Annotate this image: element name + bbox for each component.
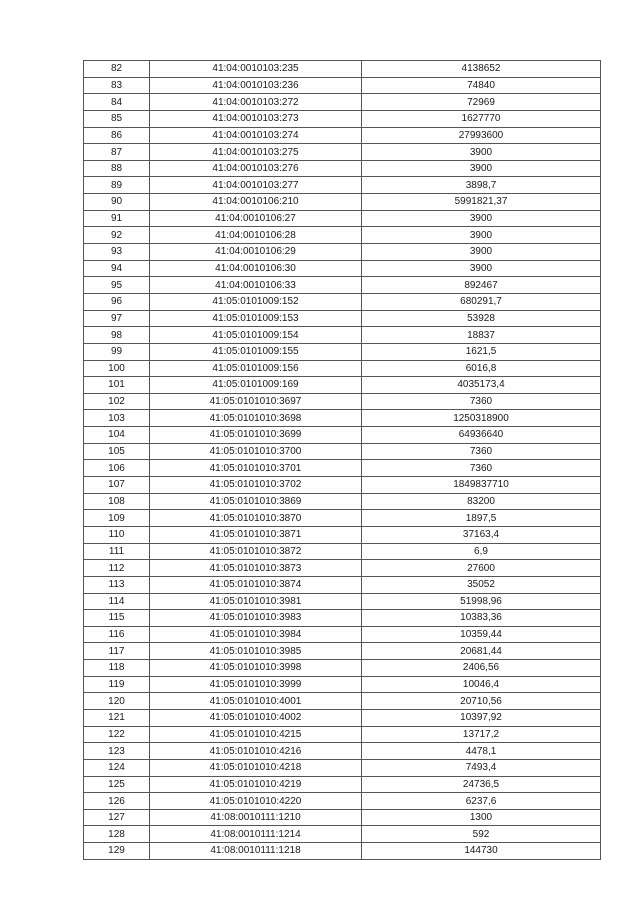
cadastral-value-table	[83, 60, 601, 860]
cadastral-number-cell: 41:04:0010103:276	[150, 160, 362, 177]
row-number-cell: 124	[84, 759, 150, 776]
table-row	[84, 77, 601, 94]
row-number-cell: 108	[84, 493, 150, 510]
value-cell: 27600	[362, 560, 601, 577]
table-row	[84, 160, 601, 177]
row-number-cell: 93	[84, 244, 150, 261]
row-number-cell: 123	[84, 743, 150, 760]
value-cell: 592	[362, 826, 601, 843]
row-number-cell: 97	[84, 310, 150, 327]
row-number-cell: 111	[84, 543, 150, 560]
cadastral-number-cell: 41:05:0101010:3985	[150, 643, 362, 660]
cadastral-number-cell: 41:05:0101010:3699	[150, 427, 362, 444]
row-number-cell: 115	[84, 610, 150, 627]
table-row	[84, 360, 601, 377]
row-number-cell: 99	[84, 343, 150, 360]
cadastral-number-cell: 41:04:0010106:210	[150, 194, 362, 211]
row-number-cell: 122	[84, 726, 150, 743]
cadastral-number-cell: 41:05:0101010:3700	[150, 443, 362, 460]
row-number-cell: 125	[84, 776, 150, 793]
row-number-cell: 89	[84, 177, 150, 194]
row-number-cell: 109	[84, 510, 150, 527]
table-row	[84, 260, 601, 277]
cadastral-number-cell: 41:08:0010111:1218	[150, 843, 362, 860]
cadastral-number-cell: 41:05:0101010:4218	[150, 759, 362, 776]
value-cell: 892467	[362, 277, 601, 294]
table-row	[84, 61, 601, 78]
table-row	[84, 94, 601, 111]
table-row	[84, 177, 601, 194]
table-row	[84, 377, 601, 394]
value-cell: 680291,7	[362, 293, 601, 310]
table-row	[84, 510, 601, 527]
table-row	[84, 210, 601, 227]
value-cell: 7360	[362, 460, 601, 477]
table-row	[84, 660, 601, 677]
row-number-cell: 106	[84, 460, 150, 477]
cadastral-number-cell: 41:05:0101010:3697	[150, 393, 362, 410]
row-number-cell: 118	[84, 660, 150, 677]
value-cell: 2406,56	[362, 660, 601, 677]
value-cell: 35052	[362, 576, 601, 593]
table-row	[84, 593, 601, 610]
table-row	[84, 293, 601, 310]
cadastral-number-cell: 41:04:0010106:30	[150, 260, 362, 277]
row-number-cell: 126	[84, 793, 150, 810]
row-number-cell: 116	[84, 626, 150, 643]
cadastral-number-cell: 41:05:0101010:3983	[150, 610, 362, 627]
row-number-cell: 117	[84, 643, 150, 660]
row-number-cell: 105	[84, 443, 150, 460]
table-row	[84, 327, 601, 344]
table-row	[84, 610, 601, 627]
value-cell: 3900	[362, 160, 601, 177]
table-row	[84, 443, 601, 460]
value-cell: 18837	[362, 327, 601, 344]
cadastral-number-cell: 41:05:0101010:4220	[150, 793, 362, 810]
row-number-cell: 102	[84, 393, 150, 410]
table-row	[84, 843, 601, 860]
value-cell: 53928	[362, 310, 601, 327]
table-row	[84, 144, 601, 161]
row-number-cell: 112	[84, 560, 150, 577]
table-row	[84, 127, 601, 144]
row-number-cell: 120	[84, 693, 150, 710]
row-number-cell: 127	[84, 809, 150, 826]
cadastral-number-cell: 41:05:0101009:153	[150, 310, 362, 327]
row-number-cell: 94	[84, 260, 150, 277]
cadastral-number-cell: 41:05:0101009:154	[150, 327, 362, 344]
cadastral-number-cell: 41:05:0101009:155	[150, 343, 362, 360]
value-cell: 7493,4	[362, 759, 601, 776]
value-cell: 10046,4	[362, 676, 601, 693]
value-cell: 10397,92	[362, 709, 601, 726]
cadastral-number-cell: 41:04:0010103:273	[150, 110, 362, 127]
value-cell: 1849837710	[362, 477, 601, 494]
value-cell: 74840	[362, 77, 601, 94]
value-cell: 1621,5	[362, 343, 601, 360]
cadastral-number-cell: 41:05:0101010:3872	[150, 543, 362, 560]
table-row	[84, 460, 601, 477]
cadastral-number-cell: 41:05:0101010:3999	[150, 676, 362, 693]
table-row	[84, 543, 601, 560]
table-row	[84, 676, 601, 693]
cadastral-number-cell: 41:04:0010106:33	[150, 277, 362, 294]
value-cell: 1250318900	[362, 410, 601, 427]
value-cell: 6,9	[362, 543, 601, 560]
value-cell: 10359,44	[362, 626, 601, 643]
cadastral-number-cell: 41:05:0101010:4219	[150, 776, 362, 793]
value-cell: 6237,6	[362, 793, 601, 810]
cadastral-number-cell: 41:04:0010106:27	[150, 210, 362, 227]
table-row	[84, 793, 601, 810]
row-number-cell: 101	[84, 377, 150, 394]
value-cell: 4138652	[362, 61, 601, 78]
value-cell: 3900	[362, 144, 601, 161]
value-cell: 5991821,37	[362, 194, 601, 211]
row-number-cell: 92	[84, 227, 150, 244]
row-number-cell: 84	[84, 94, 150, 111]
cadastral-number-cell: 41:05:0101010:3701	[150, 460, 362, 477]
value-cell: 37163,4	[362, 526, 601, 543]
cadastral-number-cell: 41:05:0101010:3874	[150, 576, 362, 593]
cadastral-number-cell: 41:05:0101009:169	[150, 377, 362, 394]
row-number-cell: 121	[84, 709, 150, 726]
table-row	[84, 759, 601, 776]
value-cell: 1627770	[362, 110, 601, 127]
cadastral-number-cell: 41:05:0101010:3871	[150, 526, 362, 543]
table-row	[84, 526, 601, 543]
table-row	[84, 576, 601, 593]
value-cell: 1300	[362, 809, 601, 826]
table-row	[84, 427, 601, 444]
cadastral-number-cell: 41:05:0101010:3981	[150, 593, 362, 610]
value-cell: 20681,44	[362, 643, 601, 660]
row-number-cell: 91	[84, 210, 150, 227]
row-number-cell: 119	[84, 676, 150, 693]
row-number-cell: 107	[84, 477, 150, 494]
table-row	[84, 227, 601, 244]
row-number-cell: 110	[84, 526, 150, 543]
row-number-cell: 98	[84, 327, 150, 344]
row-number-cell: 87	[84, 144, 150, 161]
row-number-cell: 104	[84, 427, 150, 444]
value-cell: 83200	[362, 493, 601, 510]
table-row	[84, 393, 601, 410]
cadastral-number-cell: 41:05:0101010:4215	[150, 726, 362, 743]
table-row	[84, 410, 601, 427]
value-cell: 20710,56	[362, 693, 601, 710]
cadastral-number-cell: 41:05:0101010:3870	[150, 510, 362, 527]
cadastral-number-cell: 41:05:0101010:4002	[150, 709, 362, 726]
table-row	[84, 626, 601, 643]
row-number-cell: 95	[84, 277, 150, 294]
value-cell: 3900	[362, 210, 601, 227]
cadastral-number-cell: 41:05:0101010:3984	[150, 626, 362, 643]
row-number-cell: 85	[84, 110, 150, 127]
table-body	[84, 61, 601, 860]
cadastral-number-cell: 41:05:0101010:3698	[150, 410, 362, 427]
cadastral-number-cell: 41:04:0010103:274	[150, 127, 362, 144]
cadastral-number-cell: 41:05:0101010:3873	[150, 560, 362, 577]
cadastral-number-cell: 41:08:0010111:1210	[150, 809, 362, 826]
row-number-cell: 100	[84, 360, 150, 377]
table-row	[84, 493, 601, 510]
table-row	[84, 826, 601, 843]
row-number-cell: 103	[84, 410, 150, 427]
value-cell: 3900	[362, 227, 601, 244]
table-row	[84, 310, 601, 327]
row-number-cell: 90	[84, 194, 150, 211]
row-number-cell: 128	[84, 826, 150, 843]
table-row	[84, 743, 601, 760]
table-row	[84, 693, 601, 710]
value-cell: 3898,7	[362, 177, 601, 194]
value-cell: 7360	[362, 443, 601, 460]
cadastral-number-cell: 41:04:0010103:236	[150, 77, 362, 94]
table-row	[84, 244, 601, 261]
value-cell: 144730	[362, 843, 601, 860]
row-number-cell: 96	[84, 293, 150, 310]
cadastral-number-cell: 41:05:0101010:3702	[150, 477, 362, 494]
table-row	[84, 776, 601, 793]
value-cell: 1897,5	[362, 510, 601, 527]
cadastral-number-cell: 41:04:0010103:272	[150, 94, 362, 111]
cadastral-number-cell: 41:04:0010103:277	[150, 177, 362, 194]
cadastral-number-cell: 41:04:0010103:235	[150, 61, 362, 78]
cadastral-number-cell: 41:04:0010106:29	[150, 244, 362, 261]
row-number-cell: 83	[84, 77, 150, 94]
value-cell: 13717,2	[362, 726, 601, 743]
row-number-cell: 82	[84, 61, 150, 78]
value-cell: 24736,5	[362, 776, 601, 793]
value-cell: 27993600	[362, 127, 601, 144]
value-cell: 4035173,4	[362, 377, 601, 394]
cadastral-number-cell: 41:05:0101009:152	[150, 293, 362, 310]
value-cell: 64936640	[362, 427, 601, 444]
row-number-cell: 114	[84, 593, 150, 610]
cadastral-number-cell: 41:08:0010111:1214	[150, 826, 362, 843]
value-cell: 4478,1	[362, 743, 601, 760]
table-row	[84, 194, 601, 211]
row-number-cell: 86	[84, 127, 150, 144]
table-row	[84, 477, 601, 494]
value-cell: 3900	[362, 260, 601, 277]
value-cell: 51998,96	[362, 593, 601, 610]
row-number-cell: 88	[84, 160, 150, 177]
table-row	[84, 643, 601, 660]
cadastral-number-cell: 41:05:0101010:4001	[150, 693, 362, 710]
row-number-cell: 113	[84, 576, 150, 593]
cadastral-number-cell: 41:05:0101010:3998	[150, 660, 362, 677]
cadastral-number-cell: 41:05:0101010:3869	[150, 493, 362, 510]
table-row	[84, 560, 601, 577]
cadastral-number-cell: 41:04:0010103:275	[150, 144, 362, 161]
cadastral-number-cell: 41:05:0101010:4216	[150, 743, 362, 760]
table-row	[84, 343, 601, 360]
cadastral-number-cell: 41:04:0010106:28	[150, 227, 362, 244]
cadastral-number-cell: 41:05:0101009:156	[150, 360, 362, 377]
value-cell: 10383,36	[362, 610, 601, 627]
table-row	[84, 726, 601, 743]
value-cell: 72969	[362, 94, 601, 111]
value-cell: 7360	[362, 393, 601, 410]
table-row	[84, 110, 601, 127]
value-cell: 6016,8	[362, 360, 601, 377]
table-row	[84, 277, 601, 294]
table-row	[84, 709, 601, 726]
table-row	[84, 809, 601, 826]
row-number-cell: 129	[84, 843, 150, 860]
value-cell: 3900	[362, 244, 601, 261]
